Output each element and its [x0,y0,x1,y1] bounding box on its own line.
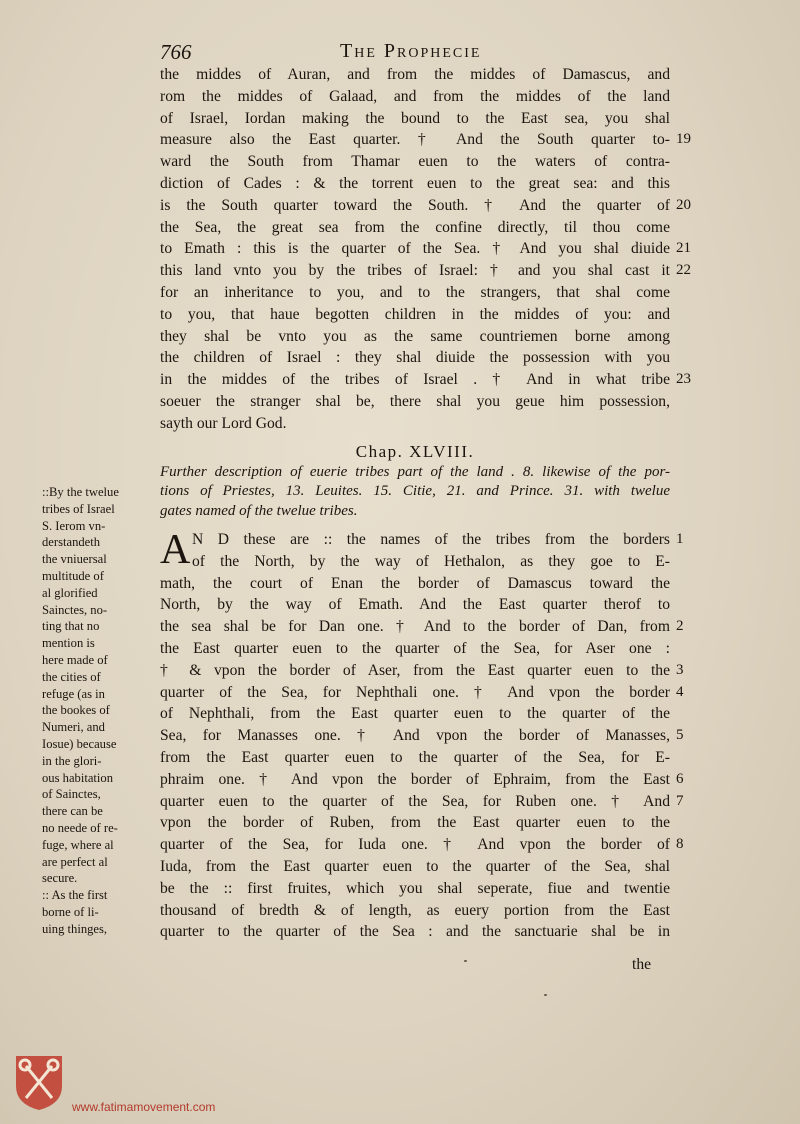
margin-note-line: Iosue) because [42,736,117,751]
margin-note-line: the cities of [42,669,101,684]
text-line: the Sea, the great sea from the confine directly, til thou come [160,218,670,236]
verse-number: 8 [676,836,684,853]
text-line: for an inheritance to you, and to the strangers, that shal come [160,283,670,301]
text-line: Iuda, from the East quarter euen to the quarter of the Sea, shal [160,858,670,875]
verse-number: 7 [676,792,684,809]
margin-note-line: derstandeth [42,535,101,550]
paper-speck [464,960,467,962]
text-line: quarter to the quarter of the Sea : and the sanctuarie shal be in [160,923,670,941]
running-title: The Prophecie [340,40,482,62]
margin-note-line: al glorified [42,585,98,600]
margin-note-line: mention is [42,636,95,651]
margin-note-line: of Sainctes, [42,787,101,802]
watermark-url[interactable]: www.fatimamovement.com [72,1100,216,1114]
text-line: they shal be vnto you as the same countriemen borne among [160,327,670,345]
text-line: diction of Cades : & the torrent euen to the great sea: and this [160,174,670,192]
verse-number: 3 [676,661,684,678]
chapter-summary [160,463,670,522]
verse-number: 21 [676,240,691,257]
text-line: of the North, by the way of Hethalon, as they goe to E- [192,552,670,570]
margin-note-line: ous habitation [42,770,114,785]
text-line: from the East quarter euen to the quarter of the Sea, for E- [160,749,670,767]
margin-note-line: the bookes of [42,703,110,718]
text-line: phraim one. † And vpon the border of Ephraim, from the East [160,770,670,788]
drop-cap: A [160,527,191,574]
page-number: 766 [160,40,192,64]
verse-number: 2 [676,618,684,635]
margin-note-line: fuge, where al [42,837,114,852]
papal-keys-seal-icon [10,1052,68,1112]
text-line: North, by the way of Emath. And the East quarter therof to [160,596,670,614]
text-line: to you, that haue begotten children in the middes of you: and [160,305,670,323]
chapter-heading: Chap. XLVIII. [355,441,475,461]
text-line: in the middes of the tribes of Israel . † And in what tribe [160,371,670,389]
margin-note-line: Sainctes, no- [42,602,108,617]
text-line: thousand of bredth & of length, as euery portion from the East [160,901,670,919]
margin-note-line: no neede of re- [42,820,118,835]
verse-number: 23 [676,371,691,388]
text-line: of Israel, Iordan making the bound to the East sea, you shal [160,109,670,127]
main-text-column [160,64,670,943]
margin-note-line: uing thinges, [42,921,108,936]
verse-number: 20 [676,196,691,213]
text-line: the middes of Auran, and from the middes of Damascus, and [160,66,670,83]
text-line: quarter of the Sea, for Nephthali one. † And vpon the border [160,683,670,701]
text-line: measure also the East quarter. † And the South quarter to- [160,131,670,149]
text-line: ward the South from Thamar euen to the waters of contra- [160,153,670,171]
text-line: is the South quarter toward the South. † And the quarter of [160,196,670,214]
text-line: the East quarter euen to the quarter of the Sea, for Aser one : [160,640,670,658]
text-line: this land vnto you by the tribes of Israel: † and you shal cast it [160,262,670,280]
text-line: math, the court of Enan the border of Damascus toward the [160,574,670,592]
text-line: Sea, for Manasses one. † And vpon the border of Manasses, [160,727,670,745]
margin-note-line: secure. [42,871,78,886]
verse-number: 1 [676,531,684,548]
text-line: vpon the border of Ruben, from the East quarter euen to the [160,814,670,832]
verse-number: 6 [676,770,684,787]
margin-note-line: S. Ierom vn- [42,518,106,533]
margin-notes [42,484,154,938]
text-line: the sea shal be for Dan one. † And to the border of Dan, from [160,618,670,636]
text-line: Further description of euerie tribes part of the land . 8. likewise of the por- [160,463,670,480]
text-line: quarter euen to the quarter of the Sea, for Ruben one. † And [160,792,670,810]
margin-note-line: :: As the first [42,888,108,903]
chapter-48-body [160,529,670,943]
text-line: be the :: first fruites, which you shal seperate, fiue and twentie [160,879,670,897]
margin-note-line: multitude of [42,568,104,583]
text-line: soeuer the stranger shal be, there shal you geue him possession, [160,392,670,410]
margin-note-line: ::By the twelue [42,485,119,499]
verse-number: 19 [676,131,691,148]
verse-number: 5 [676,727,684,744]
text-line: of Nephthali, from the East quarter euen to the quarter of the [160,705,670,723]
first-line: N D these are :: the names of the tribes from the borders [192,531,670,549]
chapter-47-ending [160,64,670,435]
text-line: quarter of the Sea, for Iuda one. † And vpon the border of [160,836,670,854]
page-header [160,40,670,66]
text-line: gates named of the twelue tribes. [160,502,358,519]
margin-note-line: there can be [42,804,103,819]
margin-note-line: refuge (as in [42,686,105,701]
margin-note-line: ting that no [42,619,100,634]
margin-note-line: in the glori- [42,753,102,768]
text-line: sayth our Lord God. [160,414,287,432]
margin-note-line: Numeri, and [42,720,105,735]
text-line: † & vpon the border of Aser, from the East quarter euen to the [160,661,670,679]
text-line: rom the middes of Galaad, and from the middes of the land [160,87,670,105]
text-line: the children of Israel : they shal diuide the possession with you [160,349,670,367]
margin-note-line: the vniuersal [42,552,107,567]
text-line: to Emath : this is the quarter of the Sea. † And you shal diuide [160,240,670,258]
paper-speck [544,994,547,996]
text-line: tions of Priestes, 13. Leuites. 15. Citie, 21. and Prince. 31. with twelue [160,483,670,500]
body-lines [160,551,670,943]
verse-number: 22 [676,262,691,279]
catch-word: the [632,956,652,973]
margin-note-line: tribes of Israel [42,501,115,516]
margin-note-line: here made of [42,652,108,667]
margin-note-line: are perfect al [42,854,108,869]
margin-note-line: borne of li- [42,904,99,919]
verse-number: 4 [676,683,684,700]
